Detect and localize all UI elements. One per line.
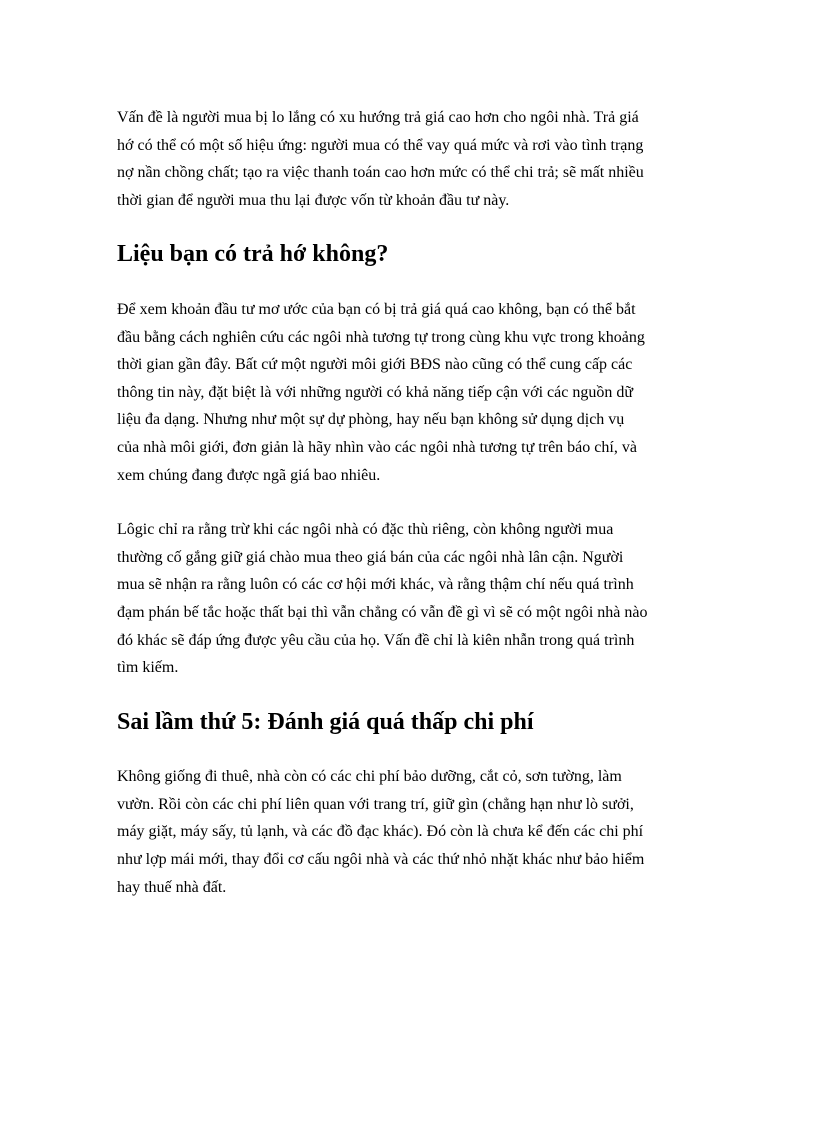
- text-line: Lôgic chỉ ra rằng trừ khi các ngôi nhà có đặc thù riêng, còn không người mua: [117, 521, 614, 539]
- text-line: nợ nần chồng chất; tạo ra việc thanh toán cao hơn mức có thể chi trả; sẽ mất nhiều: [117, 164, 644, 182]
- text-line: tìm kiếm.: [117, 659, 179, 677]
- text-line: như lợp mái mới, thay đổi cơ cấu ngôi nhà và các thứ nhỏ nhặt khác như bảo hiểm: [117, 851, 645, 869]
- text-line: thông tin này, đặt biệt là với những người có khả năng tiếp cận với các nguồn dữ: [117, 383, 634, 401]
- paragraph-buyer-logic: [117, 516, 707, 682]
- text-line: đó khác sẽ đáp ứng được yêu cầu của họ. Vấn đề chỉ là kiên nhẫn trong quá trình: [117, 631, 635, 649]
- text-line: máy giặt, máy sấy, tủ lạnh, và các đồ đạc khác). Đó còn là chưa kể đến các chi phí: [117, 823, 644, 841]
- text-line: liệu đa dạng. Nhưng như một sự dự phòng, hay nếu bạn không sử dụng dịch vụ: [117, 411, 625, 429]
- text-line: xem chúng đang được ngã giá bao nhiêu.: [117, 466, 381, 484]
- text-line: thường cố gắng giữ giá chào mua theo giá bán của các ngôi nhà lân cận. Người: [117, 548, 624, 566]
- paragraph-research-prices: [117, 296, 707, 489]
- text-line: Vấn đề là người mua bị lo lắng có xu hướng trả giá cao hơn cho ngôi nhà. Trả giá: [117, 109, 639, 126]
- text-line: của nhà môi giới, đơn giản là hãy nhìn vào các ngôi nhà tương tự trên báo chí, và: [117, 438, 637, 456]
- text-line: mua sẽ nhận ra rằng luôn có các cơ hội mới khác, và rằng thậm chí nếu quá trình: [117, 576, 634, 594]
- text-line: vườn. Rồi còn các chi phí liên quan với trang trí, giữ gìn (chẳng hạn như lò sưởi,: [117, 795, 634, 813]
- text-line: hớ có thể có một số hiệu ứng: người mua có thể vay quá mức và rơi vào tình trạng: [117, 136, 644, 154]
- text-line: đầu bằng cách nghiên cứu các ngôi nhà tương tự trong cùng khu vực trong khoảng: [117, 328, 645, 346]
- text-line: Không giống đi thuê, nhà còn có các chi phí bảo dưỡng, cắt cỏ, sơn tường, làm: [117, 768, 622, 786]
- text-line: Để xem khoản đầu tư mơ ước của bạn có bị trả giá quá cao không, bạn có thể bắt: [117, 300, 636, 318]
- text-line: hay thuế nhà đất.: [117, 878, 227, 896]
- text-line: thời gian để người mua thu lại được vốn từ khoản đầu tư này.: [117, 191, 510, 209]
- section-heading-mistake-5: Sai lầm thứ 5: Đánh giá quá thấp chi phí: [117, 708, 534, 735]
- text-line: thời gian gần đây. Bất cứ một người môi giới BĐS nào cũng có thể cung cấp các: [117, 356, 633, 374]
- paragraph-overpaying-effects: [117, 104, 707, 214]
- section-heading-overpaying: Liệu bạn có trả hớ không?: [117, 241, 389, 268]
- document-body: [117, 104, 707, 928]
- paragraph-underestimating-costs: [117, 763, 707, 901]
- text-line: đạm phán bế tắc hoặc thất bại thì vẫn chẳng có vẫn đề gì vì sẽ có một ngôi nhà nào: [117, 603, 648, 621]
